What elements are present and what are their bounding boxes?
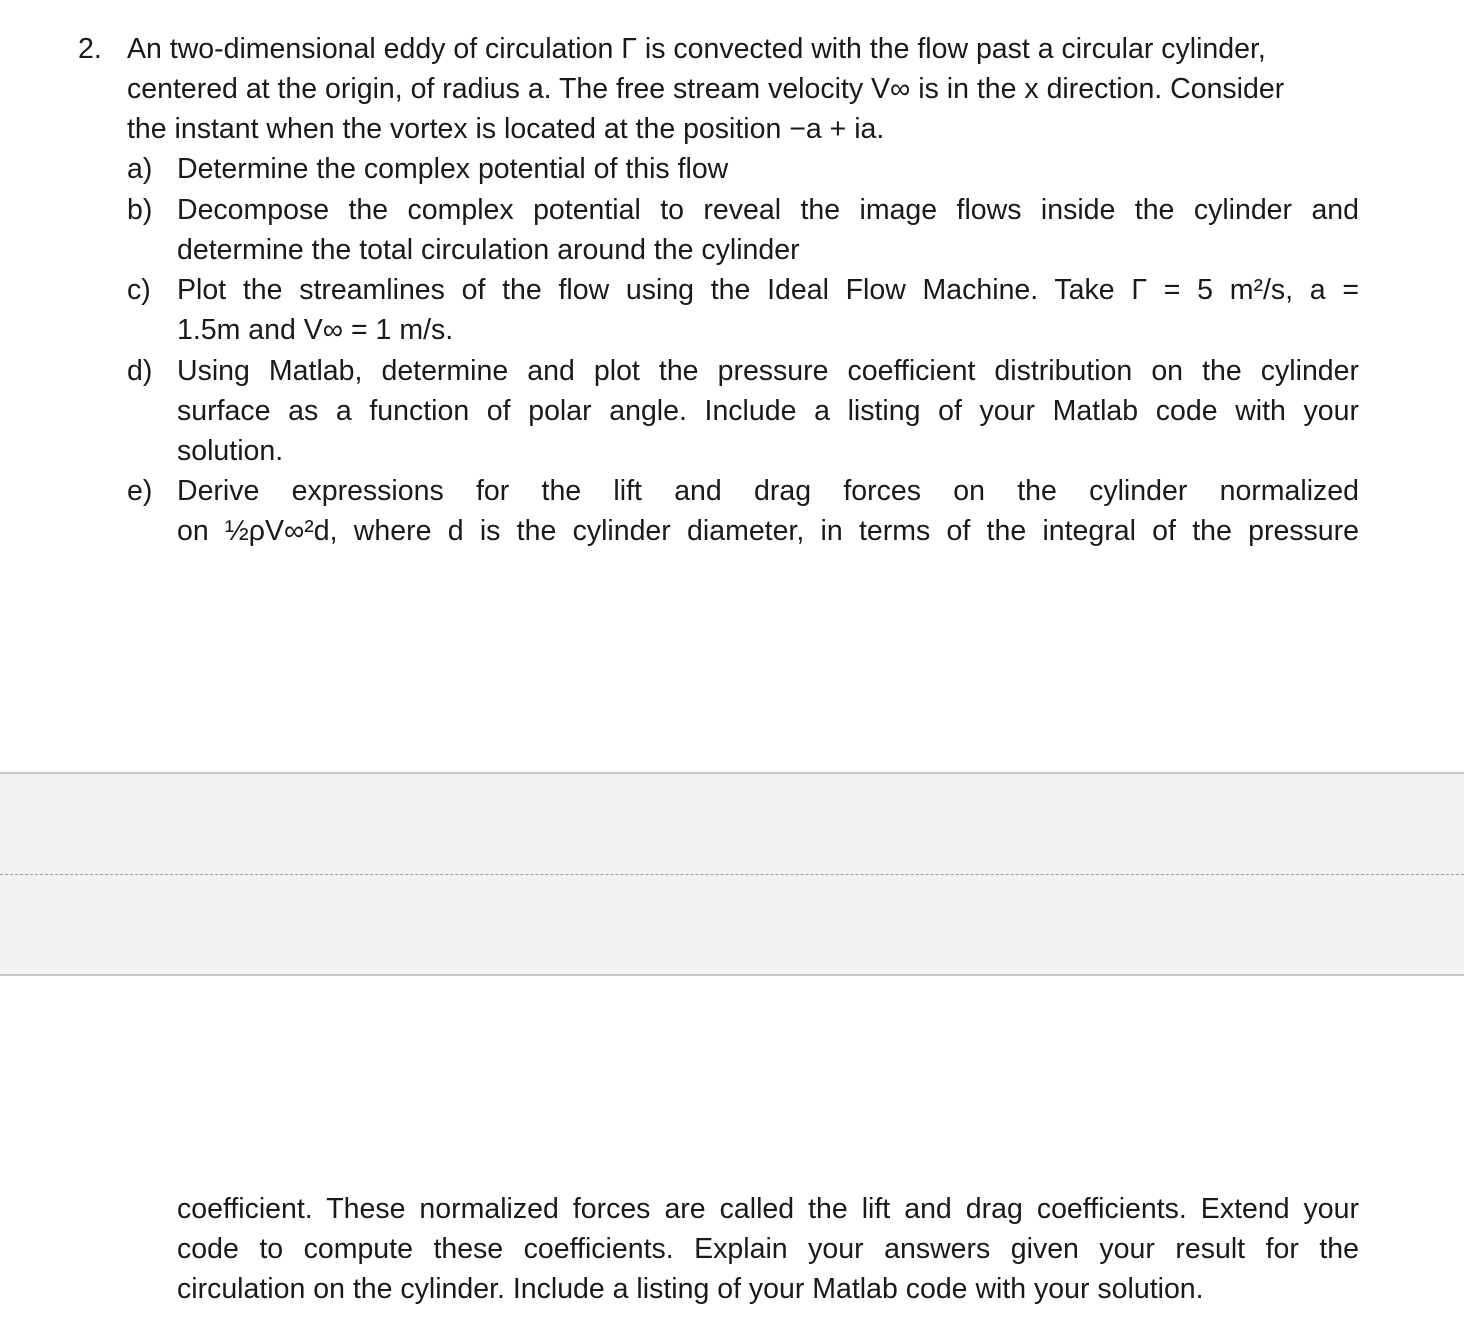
part-a-label: a)	[127, 153, 153, 185]
part-d-line-3: solution.	[177, 435, 284, 467]
problem-intro-line-2: centered at the origin, of radius a. The free stream velocity V∞ is in the x direction. Consider	[127, 73, 1285, 105]
problem-intro-line-1: An two-dimensional eddy of circulation Γ is convected with the flow past a circular cylinder,	[127, 33, 1266, 65]
part-b-line-2: determine the total circulation around the cylinder	[177, 234, 800, 266]
part-e-line-2: on ½ρV∞²d, where d is the cylinder diameter, in terms of the integral of the pressure	[177, 515, 1359, 547]
part-b-label: b)	[127, 194, 153, 226]
part-a-text: Determine the complex potential of this flow	[177, 153, 729, 185]
part-d-line-1: Using Matlab, determine and plot the pressure coefficient distribution on the cylinder	[177, 355, 1359, 387]
part-e-cont-line-1: coefficient. These normalized forces are called the lift and drag coefficients. Extend your	[177, 1193, 1359, 1225]
part-e-cont-line-2: code to compute these coefficients. Explain your answers given your result for the	[177, 1233, 1359, 1265]
part-d-line-2: surface as a function of polar angle. Include a listing of your Matlab code with your	[177, 395, 1359, 427]
page-break-dashed-line	[0, 874, 1464, 875]
part-c-label: c)	[127, 274, 151, 306]
problem-intro-line-3: the instant when the vortex is located at the position −a + ia.	[127, 113, 885, 145]
problem-number: 2.	[78, 33, 102, 65]
part-d-label: d)	[127, 355, 153, 387]
part-e-line-1: Derive expressions for the lift and drag forces on the cylinder normalized	[177, 475, 1359, 507]
part-c-line-2: 1.5m and V∞ = 1 m/s.	[177, 314, 454, 346]
part-e-label: e)	[127, 475, 153, 507]
part-b-line-1: Decompose the complex potential to reveal the image flows inside the cylinder and	[177, 194, 1359, 226]
part-c-line-1: Plot the streamlines of the flow using the Ideal Flow Machine. Take Γ = 5 m²/s, a =	[177, 274, 1359, 306]
part-e-cont-line-3: circulation on the cylinder. Include a listing of your Matlab code with your solution.	[177, 1273, 1204, 1305]
